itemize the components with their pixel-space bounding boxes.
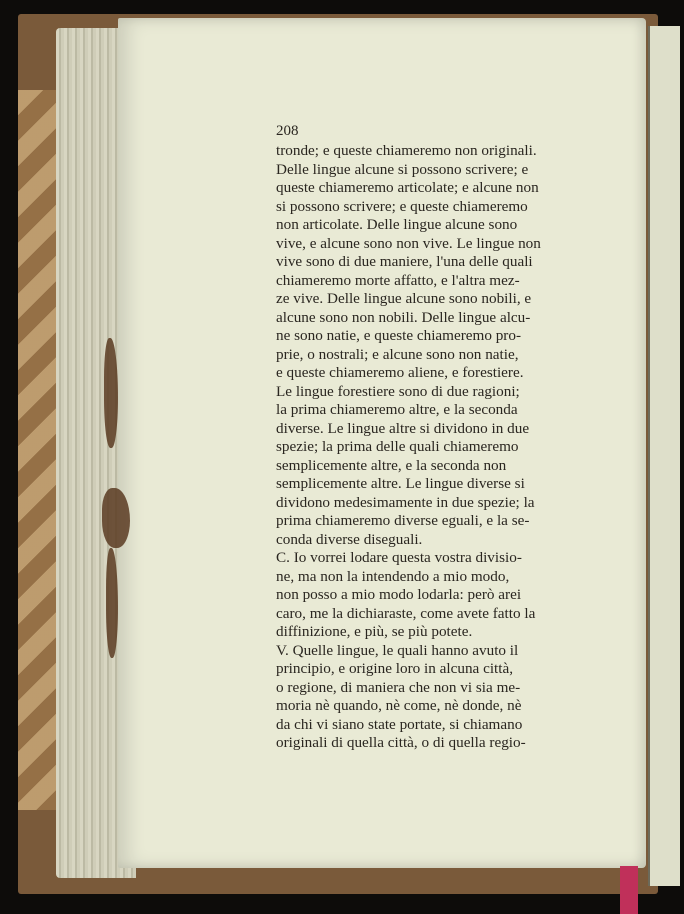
- text-line: ze vive. Delle lingue alcune sono nobili, e: [276, 290, 532, 307]
- text-line: vive sono di due maniere, l'una delle quali: [276, 253, 533, 270]
- text-line: Delle lingue alcune si possono scrivere; e: [276, 160, 529, 178]
- bookmark-ribbon: [620, 866, 638, 914]
- text-line: si possono scrivere; e queste chiameremo: [276, 197, 528, 215]
- page-number: 208: [276, 123, 299, 139]
- facing-page-edge: [648, 26, 680, 886]
- text-line: o regione, di maniera che non vi sia me-: [276, 678, 521, 696]
- text-line: vive, e alcune sono non vive. Le lingue non: [276, 234, 541, 252]
- text-line: V. Quelle lingue, le quali hanno avuto il: [276, 641, 519, 659]
- text-line: la prima chiameremo altre, e la seconda: [276, 401, 518, 418]
- text-line: e queste chiameremo aliene, e forestiere.: [276, 364, 524, 381]
- text-line: queste chiameremo articolate; e alcune non: [276, 179, 539, 196]
- text-lines: [276, 142, 592, 753]
- text-line: prie, o nostrali; e alcune sono non natie,: [276, 345, 519, 363]
- text-line: ne sono natie, e queste chiameremo pro-: [276, 327, 522, 344]
- page-text: [276, 122, 592, 753]
- text-line: alcune sono non nobili. Delle lingue alcu-: [276, 308, 531, 326]
- text-line: semplicemente altre, e la seconda non: [276, 456, 507, 474]
- text-line: C. Io vorrei lodare questa vostra divisio-: [276, 549, 522, 566]
- text-line: Le lingue forestiere sono di due ragioni;: [276, 382, 520, 400]
- text-line: chiameremo morte affatto, e l'altra mez-: [276, 271, 520, 289]
- text-line: spezie; la prima delle quali chiameremo: [276, 438, 519, 455]
- text-line: non articolate. Delle lingue alcune sono: [276, 216, 518, 233]
- text-line: ne, ma non la intendendo a mio modo,: [276, 567, 510, 585]
- text-line: dividono medesimamente in due spezie; la: [276, 493, 535, 511]
- text-line: non posso a mio modo lodarla: però arei: [276, 586, 522, 603]
- text-line: tronde; e queste chiameremo non originali.: [276, 142, 537, 159]
- text-line: moria nè quando, nè come, nè donde, nè: [276, 697, 522, 714]
- text-line: semplicemente altre. Le lingue diverse si: [276, 475, 525, 492]
- text-line: diverse. Le lingue altre si dividono in due: [276, 419, 530, 437]
- text-line: conda diverse diseguali.: [276, 530, 423, 548]
- text-line: caro, me la dichiaraste, come avete fatto la: [276, 604, 536, 622]
- page-stain: [102, 488, 130, 548]
- text-line: prima chiameremo diverse eguali, e la se-: [276, 512, 530, 529]
- text-line: diffinizione, e più, se più potete.: [276, 623, 473, 640]
- text-line: principio, e origine loro in alcuna città,: [276, 660, 514, 677]
- text-line: originali di quella città, o di quella regio-: [276, 734, 526, 751]
- text-line: da chi vi siano state portate, si chiamano: [276, 715, 523, 733]
- cover-marbled-edge: [18, 90, 58, 810]
